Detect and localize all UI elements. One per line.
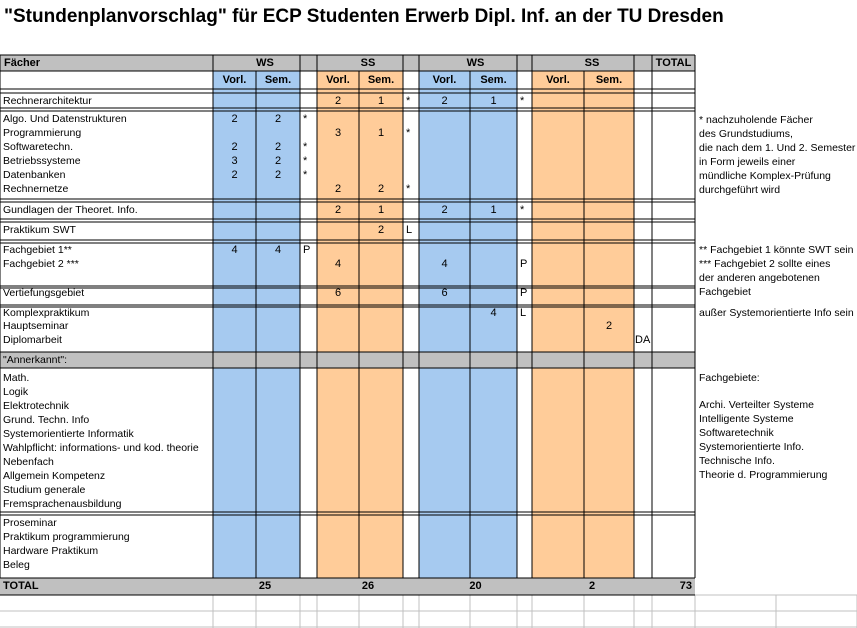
- row-label: Betriebssysteme: [3, 155, 81, 167]
- semester-column-fill: [532, 89, 634, 578]
- anerkannt-item: Fremsprachenausbildung: [3, 498, 122, 510]
- row-label: Diplomarbeit: [3, 334, 62, 346]
- header-semester: SS: [584, 57, 600, 69]
- row-label: Softwaretechn.: [3, 141, 74, 153]
- semester-column-fill: [317, 89, 403, 578]
- row-value: 4: [231, 244, 238, 256]
- page-title: "Stundenplanvorschlag" für ECP Studenten Erwerb Dipl. Inf. an der TU Dresden: [4, 6, 724, 27]
- anerkannt-item: Proseminar: [3, 517, 57, 529]
- header-vorl: Vorl.: [432, 74, 457, 86]
- total-value: 73: [679, 580, 692, 592]
- row-value: 1: [490, 204, 497, 216]
- row-value: 4: [441, 258, 448, 270]
- row-value: 4: [490, 307, 497, 319]
- row-value: 3: [334, 127, 342, 139]
- header-faecher: Fächer: [4, 57, 41, 69]
- note-text: * nachzuholende Fächer: [699, 114, 813, 126]
- row-label: Rechnerarchitektur: [3, 95, 92, 107]
- row-value: 2: [231, 141, 238, 153]
- note-text: die nach dem 1. Und 2. Semester: [699, 142, 856, 154]
- row-value: 1: [377, 127, 385, 139]
- row-value: 1: [490, 95, 497, 107]
- row-value: 2: [441, 95, 448, 107]
- note-text: des Grundstudiums,: [699, 128, 793, 140]
- anerkannt-item: Math.: [3, 372, 30, 384]
- row-label: Komplexpraktikum: [3, 307, 90, 319]
- row-marker: *: [303, 169, 308, 181]
- row-value: 4: [334, 258, 342, 270]
- row-value: 2: [377, 183, 385, 195]
- total-value: 26: [361, 580, 375, 592]
- note-text: Technische Info.: [699, 455, 775, 467]
- row-value: 2: [334, 95, 342, 107]
- row-value: 2: [231, 169, 238, 181]
- row-value: 2: [274, 141, 282, 153]
- note-text: durchgeführt wird: [699, 184, 781, 196]
- note-text: Systemorientierte Info.: [699, 441, 805, 453]
- anerkannt-item: Wahlpflicht: informations- und kod. theorie: [3, 442, 199, 454]
- total-value: 2: [588, 580, 596, 592]
- row-marker: P: [303, 244, 311, 256]
- row-marker: *: [520, 95, 525, 107]
- anerkannt-item: Nebenfach: [3, 456, 54, 468]
- total-value: 25: [258, 580, 272, 592]
- row-value: 4: [274, 244, 282, 256]
- header-semester: WS: [466, 57, 485, 69]
- note-text: Archi. Verteilter Systeme: [699, 399, 814, 411]
- row-label: Datenbanken: [3, 169, 66, 181]
- row-label: Hauptseminar: [3, 320, 69, 332]
- row-label: Fachgebiet 2 ***: [3, 258, 79, 270]
- anerkannt-item: Studium generale: [3, 484, 86, 496]
- header-vorl: Vorl.: [222, 74, 247, 86]
- row-value: 2: [274, 169, 282, 181]
- semester-column-fill: [419, 89, 517, 578]
- row-label: Fachgebiet 1**: [3, 244, 72, 256]
- note-text: in Form jeweils einer: [699, 156, 796, 168]
- anerkannt-bar: [0, 352, 695, 368]
- row-marker: *: [303, 141, 308, 153]
- total-value: 20: [469, 580, 482, 592]
- total-label: TOTAL: [3, 580, 39, 592]
- row-value: 1: [377, 95, 385, 107]
- note-text: ** Fachgebiet 1 könnte SWT sein: [699, 244, 854, 256]
- anerkannt-item: Praktikum programmierung: [3, 531, 130, 543]
- anerkannt-heading: "Annerkannt":: [3, 354, 68, 366]
- header-sem: Sem.: [480, 74, 507, 86]
- row-value: 6: [334, 287, 342, 299]
- row-marker: *: [406, 95, 411, 107]
- note-text: Theorie d. Programmierung: [699, 469, 828, 481]
- header-vorl: Vorl.: [546, 74, 570, 86]
- header-sem: Sem.: [367, 74, 395, 86]
- row-label: Praktikum SWT: [3, 224, 76, 236]
- note-text: außer Systemorientierte Info sein: [699, 307, 854, 319]
- row-value: 2: [231, 113, 238, 125]
- anerkannt-item: Grund. Techn. Info: [3, 414, 90, 426]
- row-value: 2: [441, 204, 448, 216]
- header-sem: Sem.: [595, 74, 623, 86]
- row-label: Rechnernetze: [3, 183, 69, 195]
- row-marker: L: [520, 307, 527, 319]
- row-value: 2: [377, 224, 385, 236]
- row-marker: P: [520, 287, 528, 299]
- row-value: 2: [274, 155, 282, 167]
- note-text: Softwaretechnik: [699, 427, 774, 439]
- row-value: 3: [231, 155, 238, 167]
- header-total: TOTAL: [655, 57, 692, 69]
- row-label: Algo. Und Datenstrukturen: [3, 113, 127, 125]
- row-marker: P: [520, 258, 528, 270]
- row-label: Gundlagen der Theoret. Info.: [3, 204, 138, 216]
- row-marker: *: [303, 113, 308, 125]
- row-marker: *: [406, 127, 411, 139]
- note-text: Fachgebiet: [699, 286, 751, 298]
- row-value: 2: [605, 320, 613, 332]
- row-marker: *: [303, 155, 308, 167]
- row-marker: *: [406, 183, 411, 195]
- row-value: 1: [377, 204, 385, 216]
- anerkannt-item: Beleg: [3, 559, 30, 571]
- row-marker: L: [406, 224, 413, 236]
- header-vorl: Vorl.: [326, 74, 350, 86]
- note-text: mündliche Komplex-Prüfung: [699, 170, 831, 182]
- anerkannt-item: Logik: [3, 386, 29, 398]
- note-text: der anderen angebotenen: [699, 272, 820, 284]
- row-marker: *: [520, 204, 525, 216]
- anerkannt-item: Hardware Praktikum: [3, 545, 99, 557]
- row-label: Vertiefungsgebiet: [3, 287, 85, 299]
- row-value: 2: [334, 204, 342, 216]
- row-marker: DA: [635, 334, 651, 346]
- row-value: 6: [441, 287, 448, 299]
- header-sem: Sem.: [264, 74, 292, 86]
- note-text: Intelligente Systeme: [699, 413, 794, 425]
- row-label: Programmierung: [3, 127, 82, 139]
- note-text: Fachgebiete:: [699, 372, 760, 384]
- header-semester: SS: [360, 57, 376, 69]
- header-semester: WS: [256, 57, 274, 69]
- anerkannt-item: Systemorientierte Informatik: [3, 428, 134, 440]
- row-value: 2: [334, 183, 342, 195]
- row-value: 2: [274, 113, 282, 125]
- note-text: *** Fachgebiet 2 sollte eines: [699, 258, 831, 270]
- anerkannt-item: Elektrotechnik: [3, 400, 69, 412]
- anerkannt-item: Allgemein Kompetenz: [3, 470, 106, 482]
